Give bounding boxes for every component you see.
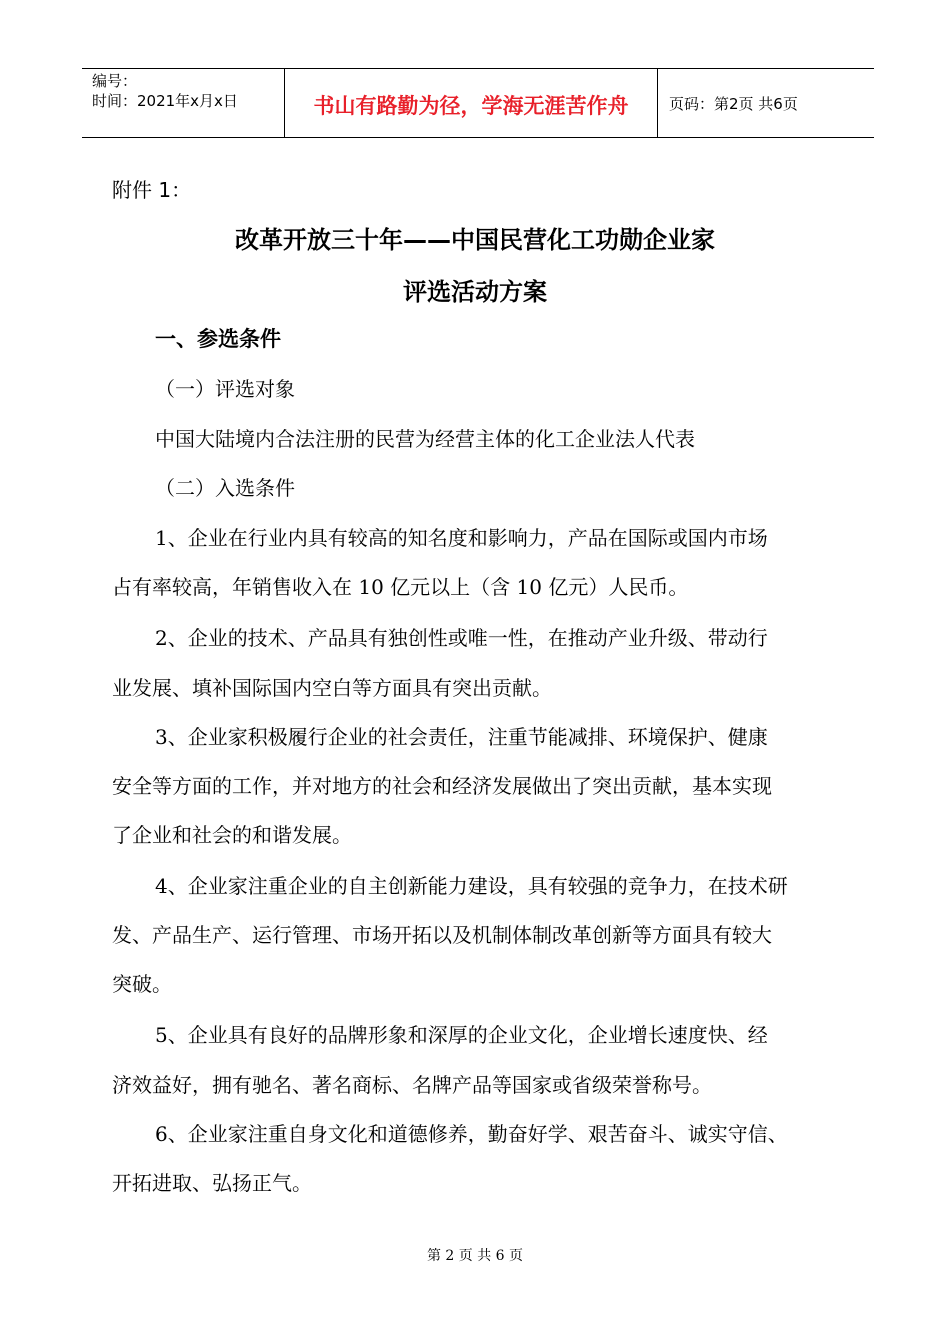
document-date: 时间：2021年x月x日 xyxy=(92,92,238,110)
attachment-label: 附件 1： xyxy=(112,178,192,202)
header-motto-cell xyxy=(285,69,658,137)
criteria-item-5-line-1: 5、企业具有良好的品牌形象和深厚的企业文化，企业增长速度快、经 xyxy=(155,1023,768,1047)
criteria-item-4-line-2: 发、产品生产、运行管理、市场开拓以及机制体制改革创新等方面具有较大 xyxy=(112,923,772,947)
criteria-item-1-line-2: 占有率较高，年销售收入在 10 亿元以上（含 10 亿元）人民币。 xyxy=(112,575,689,599)
section-heading: 一、参选条件 xyxy=(155,327,281,351)
criteria-item-5-line-2: 济效益好，拥有驰名、著名商标、名牌产品等国家或省级荣誉称号。 xyxy=(112,1073,712,1097)
subsection-heading-2: （二）入选条件 xyxy=(155,476,295,500)
criteria-item-3-line-3: 了企业和社会的和谐发展。 xyxy=(112,823,352,847)
document-title-line2: 评选活动方案 xyxy=(403,278,547,306)
page-header xyxy=(82,68,874,138)
subsection-text-1: 中国大陆境内合法注册的民营为经营主体的化工企业法人代表 xyxy=(155,427,695,451)
document-number-label: 编号： xyxy=(92,72,138,90)
criteria-item-3-line-2: 安全等方面的工作，并对地方的社会和经济发展做出了突出贡献，基本实现 xyxy=(112,774,772,798)
subsection-heading-1: （一）评选对象 xyxy=(155,377,295,401)
criteria-item-4-line-3: 突破。 xyxy=(112,972,172,996)
header-motto: 书山有路勤为径，学海无涯苦作舟 xyxy=(313,94,629,118)
criteria-item-1-line-1: 1、企业在行业内具有较高的知名度和影响力，产品在国际或国内市场 xyxy=(155,526,768,550)
page-footer: 第 2 页 共 6 页 xyxy=(426,1248,524,1264)
criteria-item-2-line-1: 2、企业的技术、产品具有独创性或唯一性，在推动产业升级、带动行 xyxy=(155,626,768,650)
criteria-item-6-line-1: 6、企业家注重自身文化和道德修养，勤奋好学、艰苦奋斗、诚实守信、 xyxy=(155,1122,788,1146)
header-page-info: 页码：第2页 共6页 xyxy=(669,94,798,113)
header-meta xyxy=(82,69,285,137)
criteria-item-2-line-2: 业发展、填补国际国内空白等方面具有突出贡献。 xyxy=(112,676,552,700)
criteria-item-4-line-1: 4、企业家注重企业的自主创新能力建设，具有较强的竞争力，在技术研 xyxy=(155,874,788,898)
criteria-item-3-line-1: 3、企业家积极履行企业的社会责任，注重节能减排、环境保护、健康 xyxy=(155,725,768,749)
document-title-line1: 改革开放三十年——中国民营化工功勋企业家 xyxy=(235,226,715,254)
criteria-item-6-line-2: 开拓进取、弘扬正气。 xyxy=(112,1171,312,1195)
